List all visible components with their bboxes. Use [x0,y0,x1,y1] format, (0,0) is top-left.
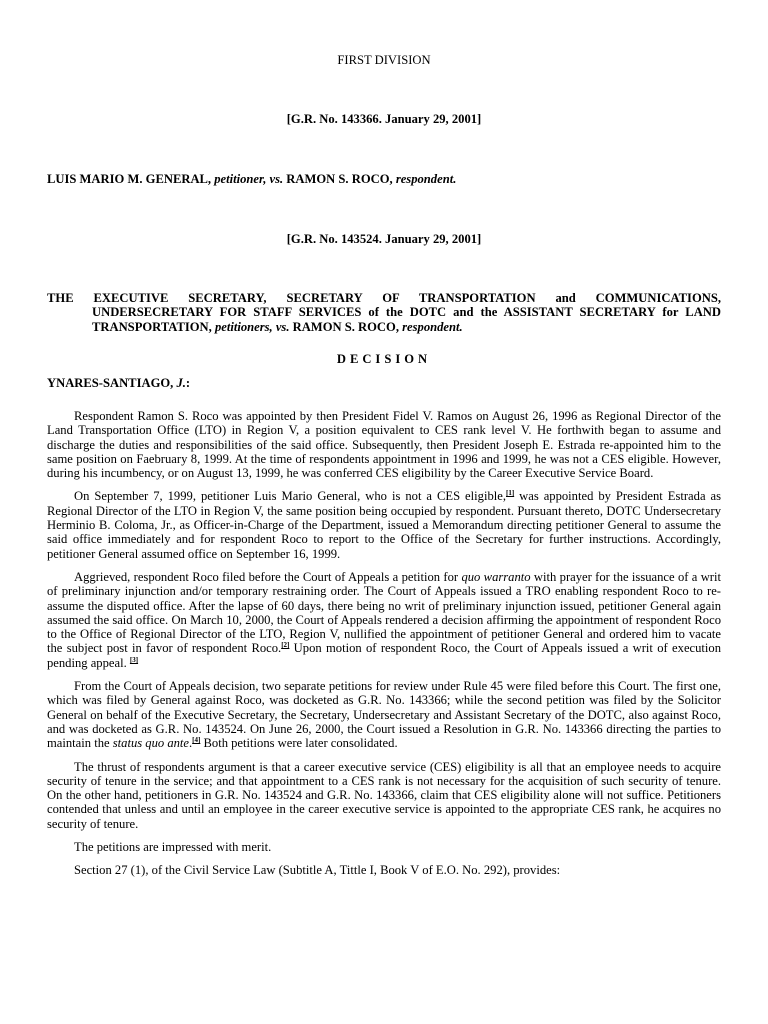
paragraph-4-emphasis: status quo ante [112,736,190,751]
paragraph-4-part-a: From the Court of Appeals decision, two separate petitions for review under Rule 45 were filed before this Court. The first one, which was filed by General against Roco, was docketed as G.R. No. 143366; while the second petition was filed by the Solicitor General on behalf of the Executive Secretary, the Secretary, Undersecretary and Assistant Secretary of the DOTC, also against Roco, and was docketed as G.R. No. 143524. On June 26, 2000, the Court issued a Resolution in G.R. No. 143366 directing the parties to maintain the [47,679,721,751]
respondent-role: respondent. [395,172,457,186]
paragraph-4-part-b: . [189,736,193,751]
case-parties-2 [47,291,721,334]
case-number-1: [G.R. No. 143366. January 29, 2001] [286,112,482,126]
footnote-link-4[interactable]: [4] [192,736,201,745]
paragraph-2-part-b: was appointed by President Estrada as Regional Director of the LTO in Region V, the same position being occupied by respondent. Pursuant thereto, DOTC Undersecretary Herminio B. Coloma, Jr., as Officer-in-Charge of the Department, issued a Memorandum directing petitioner General to assume the said office immediately and for respondent Roco to report to the Office of the Secretary for further instructions. Accordingly, petitioner General assumed office on September 16, 1999. [47,489,721,561]
case-parties-1 [47,172,721,186]
ponente-name: YNARES-SANTIAGO, [47,376,177,390]
paragraph-3-part-a: Aggrieved, respondent Roco filed before the Court of Appeals a petition for [74,569,462,584]
paragraph-4-part-c: Both petitions were later consolidated. [200,736,398,751]
footnote-link-1[interactable]: [1] [505,489,515,498]
division-heading: FIRST DIVISION [337,53,431,67]
respondent-name-2: RAMON S. ROCO, [289,319,403,334]
footnote-link-3[interactable]: [3] [129,655,139,664]
petitioners-names: THE EXECUTIVE SECRETARY, SECRETARY OF TRANSPORTATION and COMMUNICATIONS, UNDERSECRETARY FOR STAFF SERVICES of the DOTC and the ASSISTANT SECRETARY for LAND TRANSPORTATION, [47,291,721,334]
ponente-colon: : [185,376,191,390]
paragraph-2-part-a: On September 7, 1999, petitioner Luis Mario General, who is not a CES eligible, [74,489,506,504]
paragraph-7: Section 27 (1), of the Civil Service Law (Subtitle A, Tittle I, Book V of E.O. No. 292), provides: [74,863,561,878]
paragraph-4 [47,679,721,750]
respondent-role-2: respondent. [402,319,463,334]
case-number-2: [G.R. No. 143524. January 29, 2001] [286,232,482,246]
respondent-name: RAMON S. ROCO, [283,172,396,186]
petitioner-name: LUIS MARIO M. GENERAL, [47,172,215,186]
decision-title: DECISION [336,352,432,366]
paragraph-3-emphasis: quo warranto [461,569,531,584]
ponente-suffix: J. [176,376,186,390]
paragraph-3-part-c: Upon motion of respondent Roco, the Court of Appeals issued a writ of execution pending appeal. [47,641,722,670]
footnote-link-2[interactable]: [2] [281,641,290,650]
petitioners-role: petitioners, vs. [214,319,290,334]
paragraph-1-part-a: Respondent Ramon S. Roco was appointed by then President Fidel V. Ramos on August 26, 1996 as Regional Director of the Land Transportation Office (LTO) in Region V, a position equivalent to CES rank level V. He forthwith began to assume and discharge the duties and responsibilities of the said office. Subsequently, then President Joseph E. Estrada re-appointed him to the same position on Faebruary 8, 1999. [47,409,721,466]
decision-body [47,409,721,887]
petitioner-role: petitioner, vs. [214,172,284,186]
paragraph-3-part-b: with prayer for the issuance of a writ of preliminary injunction and/or temporary restraining order. The Court of Appeals issued a TRO enabling respondent Roco to re-assume the disputed office. After the lapse of 60 days, there being no writ of preliminary injunction issued, petitioner General again assumed the said office. On March 10, 2000, the Court of Appeals rendered a decision affirming the appointment of respondent Roco to the Office of Regional Director of the LTO, Region V, nullified the appointment of petitioner General and ordered him to vacate the subject post in favor of respondent Roco. [47,569,722,656]
paragraph-6: The petitions are impressed with merit. [74,840,272,855]
paragraph-2 [47,489,721,560]
paragraph-5: The thrust of respondents argument is that a career executive service (CES) eligibility is all that an employee needs to acquire security of tenure in the service; and that appointment to a CES rank is not necessary for the acquisition of such security of tenure. On the other hand, petitioners in G.R. No. 143524 and G.R. No. 143366, claim that CES eligibility alone will not suffice. Petitioners contended that unless and until an employee in the career executive service is appointed to the appropriate CES rank, he acquires no security of tenure. [47,759,721,831]
ponente [47,376,190,390]
paragraph-3 [47,570,721,670]
paragraph-1-part-b: At the time of respondents appointment in 1996 and 1999, he was not a CES eligible. However, during his incumbency, or on August 13, 1999, he was conferred CES eligibility by the Career Executive Service Board. [47,451,721,481]
paragraph-1 [47,409,721,480]
